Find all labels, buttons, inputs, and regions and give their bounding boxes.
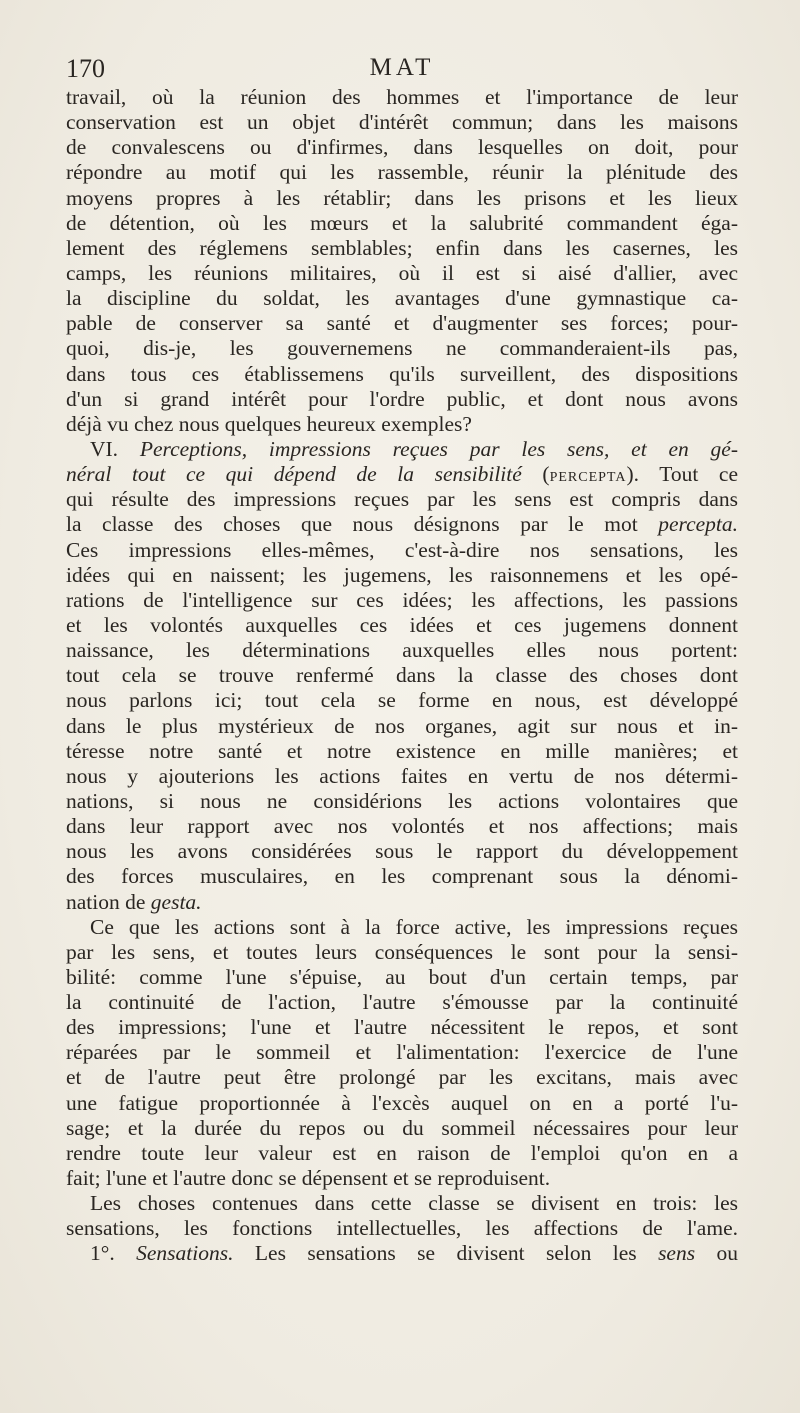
text-segment: une fatigue proportionnée à l'excès auquel on en a porté l'u- xyxy=(66,1090,738,1115)
text-line xyxy=(66,940,738,965)
text-line xyxy=(66,160,738,185)
text-line xyxy=(66,965,738,990)
text-line xyxy=(66,890,738,915)
text-segment: idées qui en naissent; les jugemens, les raisonnemens et les opé- xyxy=(66,562,738,587)
italic-text: gesta. xyxy=(150,889,202,914)
italic-text: Sensations. xyxy=(136,1241,234,1266)
text-segment: naissance, les déterminations auxquelles elles nous portent: xyxy=(66,638,738,663)
text-segment: la discipline du soldat, les avantages d'une gymnastique ca- xyxy=(66,286,738,311)
text-line xyxy=(66,814,738,839)
text-line xyxy=(66,663,738,688)
italic-text: sens xyxy=(658,1241,696,1266)
text-line xyxy=(66,1141,738,1166)
text-segment: 1°. xyxy=(90,1241,137,1266)
text-line xyxy=(66,1166,738,1191)
text-segment: moyens propres à les rétablir; dans les prisons et les lieux xyxy=(66,185,738,210)
text-line xyxy=(66,1116,738,1141)
page-header xyxy=(66,54,738,84)
text-segment: par les sens, et toutes leurs conséquences le sont pour la sensi- xyxy=(66,939,738,964)
text-line xyxy=(66,512,738,537)
text-segment: dans leur rapport avec nos volontés et nos affections; mais xyxy=(66,814,738,839)
text-segment: VI. xyxy=(90,436,140,461)
text-segment: bilité: comme l'une s'épuise, au bout d'un certain temps, par xyxy=(66,964,738,989)
text-segment: répondre au motif qui les rassemble, réunir la plénitude des xyxy=(66,160,738,185)
text-segment: d'un si grand intérêt pour l'ordre public, et dont nous avons xyxy=(66,386,738,411)
text-line xyxy=(66,211,738,236)
text-line xyxy=(66,110,738,135)
text-line xyxy=(66,135,738,160)
text-line xyxy=(66,739,738,764)
text-line xyxy=(66,186,738,211)
italic-text: percepta. xyxy=(658,512,738,537)
text-segment: Les sensations se divisent selon les xyxy=(233,1241,659,1266)
text-segment: rations de l'intelligence sur ces idées; les affections, les passions xyxy=(66,587,738,612)
text-segment: la classe des choses que nous désignons par le mot xyxy=(66,512,659,537)
text-segment: nous parlons ici; tout cela se forme en nous, est développé xyxy=(66,688,738,713)
text-segment: la continuité de l'action, l'autre s'émousse par la continuité xyxy=(66,990,738,1015)
text-line xyxy=(66,487,738,512)
text-segment: sensations, les fonctions intellectuelles, les affections de l'ame. xyxy=(66,1216,738,1241)
text-segment: de convalescens ou d'infirmes, dans lesquelles on doit, pour xyxy=(66,135,738,160)
text-segment: sage; et la durée du repos ou du sommeil nécessaires pour leur xyxy=(66,1115,738,1140)
text-line xyxy=(66,990,738,1015)
running-head: MAT xyxy=(369,54,435,81)
italic-text: Perceptions, impressions reçues par les sens, et en gé- xyxy=(139,436,738,461)
text-segment: conservation est un objet d'intérêt commun; dans les maisons xyxy=(66,110,738,135)
text-line xyxy=(66,563,738,588)
text-line xyxy=(66,839,738,864)
text-line xyxy=(66,538,738,563)
text-line xyxy=(66,613,738,638)
text-line xyxy=(66,362,738,387)
text-segment: tout cela se trouve renfermé dans la classe des choses dont xyxy=(66,663,738,688)
text-segment: camps, les réunions militaires, où il est si aisé d'allier, avec xyxy=(66,260,738,285)
text-line xyxy=(66,1191,738,1216)
text-segment: lement des réglemens semblables; enfin dans les casernes, les xyxy=(66,235,738,260)
text-segment: Ces impressions elles-mêmes, c'est-à-dire nos sensations, les xyxy=(66,537,738,562)
text-line xyxy=(66,1091,738,1116)
text-line xyxy=(66,714,738,739)
text-line xyxy=(66,864,738,889)
text-segment: déjà vu chez nous quelques heureux exemples? xyxy=(66,411,472,436)
text-line xyxy=(66,336,738,361)
text-segment: des impressions; l'une et l'autre nécessitent le repos, et sont xyxy=(66,1015,738,1040)
text-line xyxy=(66,1040,738,1065)
text-line xyxy=(66,688,738,713)
text-segment: de détention, où les mœurs et la salubrité commandent éga- xyxy=(66,210,738,235)
text-segment: et les volontés auxquelles ces idées et ces jugemens donnent xyxy=(66,612,738,637)
text-segment: Les choses contenues dans cette classe se divisent en trois: les xyxy=(90,1191,738,1216)
text-line xyxy=(66,1065,738,1090)
text-segment: rendre toute leur valeur est en raison de l'emploi qu'on en a xyxy=(66,1140,738,1165)
text-line xyxy=(66,437,738,462)
text-segment: nous les avons considérées sous le rapport du développement xyxy=(66,839,738,864)
text-segment: nations, si nous ne considérions les actions volontaires que xyxy=(66,788,738,813)
text-line xyxy=(66,588,738,613)
text-segment: Ce que les actions sont à la force active, les impressions reçues xyxy=(90,914,738,939)
text-line xyxy=(66,1216,738,1241)
text-segment: dans le plus mystérieux de nos organes, agit sur nous et in- xyxy=(66,713,738,738)
text-segment: ( xyxy=(521,462,550,487)
text-segment: qui résulte des impressions reçues par les sens est compris dans xyxy=(66,487,738,512)
text-line xyxy=(66,1241,738,1266)
text-segment: téresse notre santé et notre existence en mille manières; et xyxy=(66,738,738,763)
text-line xyxy=(66,261,738,286)
text-line xyxy=(66,387,738,412)
text-line xyxy=(66,915,738,940)
text-segment: réparées par le sommeil et l'alimentation: l'exercice de l'une xyxy=(66,1040,738,1065)
text-segment: ). Tout ce xyxy=(626,462,738,487)
page-number: 170 xyxy=(66,54,105,83)
text-segment: ou xyxy=(695,1241,738,1266)
smallcaps-text: PERCEPTA xyxy=(549,470,627,486)
text-line xyxy=(66,764,738,789)
text-segment: travail, où la réunion des hommes et l'importance de leur xyxy=(66,85,738,109)
text-line xyxy=(66,462,738,487)
text-segment: des forces musculaires, en les comprenant sous la dénomi- xyxy=(66,864,738,889)
text-line xyxy=(66,236,738,261)
body-text xyxy=(66,85,738,1267)
text-segment: fait; l'une et l'autre donc se dépensent et se reproduisent. xyxy=(66,1166,551,1191)
text-line xyxy=(66,638,738,663)
italic-text: néral tout ce qui dépend de la sensibilité xyxy=(66,462,522,487)
text-segment: et de l'autre peut être prolongé par les excitans, mais avec xyxy=(66,1065,738,1090)
text-segment: nation de xyxy=(66,889,151,914)
text-line xyxy=(66,1015,738,1040)
text-segment: quoi, dis-je, les gouvernemens ne commanderaient-ils pas, xyxy=(66,336,738,361)
text-segment: nous y ajouterions les actions faites en vertu de nos détermi- xyxy=(66,763,738,788)
text-line xyxy=(66,85,738,110)
text-segment: pable de conserver sa santé et d'augmenter ses forces; pour- xyxy=(66,311,738,336)
text-line xyxy=(66,789,738,814)
text-segment: dans tous ces établissemens qu'ils surveillent, des dispositions xyxy=(66,361,738,386)
text-line xyxy=(66,286,738,311)
text-line xyxy=(66,311,738,336)
text-line xyxy=(66,412,738,437)
